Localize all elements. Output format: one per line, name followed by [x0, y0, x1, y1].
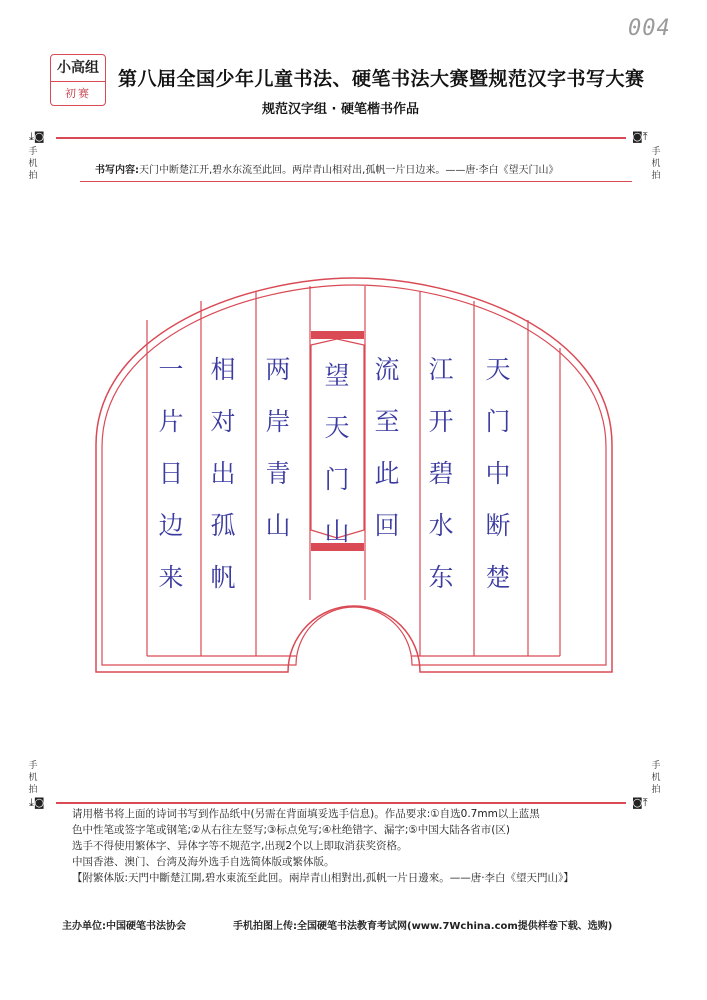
- poem-character: 来: [158, 563, 184, 592]
- poem-character: 山: [324, 517, 350, 546]
- side-label-top-left: 手机拍: [28, 147, 38, 181]
- camera-icon: ◙: [33, 130, 45, 143]
- footer-organizer: [62, 917, 186, 932]
- poem-column-2: [421, 344, 461, 604]
- poem-column-1: [478, 344, 518, 604]
- poem-title-column: [317, 350, 357, 558]
- camera-icon: ◙: [33, 796, 45, 809]
- upload-label: 手机拍图上传:: [233, 921, 297, 932]
- requirements-block: [72, 806, 642, 886]
- poem-character: 门: [485, 407, 511, 436]
- poem-character: 断: [485, 511, 511, 540]
- poem-character: 望: [324, 361, 350, 390]
- poem-character: 碧: [428, 459, 454, 488]
- bottom-left-icons: [29, 796, 45, 810]
- organizer-label: 主办单位:: [62, 921, 106, 932]
- poem-character: 日: [158, 459, 184, 488]
- requirements-line: 中国香港、澳门、台湾及海外选手自选简体版或繁体版。: [72, 856, 335, 868]
- poem-column-3: [367, 344, 407, 552]
- writing-content-text: 天门中断楚江开,碧水东流至此回。两岸青山相对出,孤帆一片日边来。——唐·李白《望天门山》: [139, 165, 559, 176]
- poem-column-6: [151, 344, 191, 604]
- poem-character: 中: [485, 459, 511, 488]
- poem-character: 天: [485, 355, 511, 384]
- organizer-name: 中国硬笔书法协会: [106, 921, 186, 932]
- side-label-bottom-left: 手机拍: [28, 761, 38, 795]
- poem-character: 出: [210, 459, 236, 488]
- poem-character: 江: [428, 355, 454, 384]
- camera-icon: ◙: [632, 130, 643, 143]
- bottom-divider: [56, 802, 626, 804]
- poem-character: 门: [324, 465, 350, 494]
- download-arrow-icon: ⤓: [29, 796, 34, 809]
- upload-text: 全国硬笔书法教育考试网(www.7Wchina.com提供样卷下载、选购): [297, 921, 613, 932]
- poem-character: 两: [265, 355, 291, 384]
- page-title: 第八届全国少年儿童书法、硬笔书法大赛暨规范汉字书写大赛: [118, 68, 645, 90]
- badge-stage: 初赛: [65, 87, 91, 100]
- corner-number: 004: [628, 16, 671, 41]
- poem-character: 至: [374, 407, 400, 436]
- camera-icon: ◙: [632, 796, 643, 809]
- poem-character: 帆: [210, 563, 236, 592]
- requirements-line: 选手不得使用繁体字、异体字等不规范字,出现2个以上即取消获奖资格。: [72, 840, 408, 852]
- download-arrow-icon: ⤓: [29, 130, 34, 143]
- poem-character: 岸: [265, 407, 291, 436]
- title-band-top: [311, 331, 364, 339]
- requirements-line: 【附繁体版:天門中斷楚江開,碧水東流至此回。兩岸青山相對出,孤帆一片日邊來。——唐·李白《望天門山》】: [72, 872, 574, 884]
- upload-arrow-icon: ⤒: [642, 130, 648, 143]
- writing-content-label: 书写内容:: [95, 165, 139, 176]
- poem-character: 相: [210, 355, 236, 384]
- poem-character: 边: [158, 511, 184, 540]
- poem-character: 孤: [210, 511, 236, 540]
- poem-character: 一: [158, 355, 184, 384]
- upload-arrow-icon: ⤒: [642, 796, 648, 809]
- side-label-bottom-right: 手机拍: [651, 761, 661, 795]
- side-label-top-right: 手机拍: [651, 147, 661, 181]
- poem-character: 天: [324, 413, 350, 442]
- page-subtitle: 规范汉字组 · 硬笔楷书作品: [262, 102, 419, 117]
- poem-character: 片: [158, 407, 184, 436]
- poem-column-4: [258, 344, 298, 552]
- poem-character: 开: [428, 407, 454, 436]
- poem-character: 回: [374, 511, 400, 540]
- poem-character: 东: [428, 563, 454, 592]
- poem-character: 水: [428, 511, 454, 540]
- badge-group: 小高组: [51, 55, 105, 82]
- requirements-line: 请用楷书将上面的诗词书写到作品纸中(另需在背面填妥选手信息)。作品要求:①自选0.7mm以上蓝黑: [72, 808, 540, 820]
- poem-character: 楚: [485, 563, 511, 592]
- requirements-line: 色中性笔或签字笔或钢笔;②从右往左竖写;③标点免写;④杜绝错字、漏字;⑤中国大陆各省市(区): [72, 824, 510, 836]
- poem-character: 山: [265, 511, 291, 540]
- poem-character: 青: [265, 459, 291, 488]
- poem-character: 此: [374, 459, 400, 488]
- footer-upload: [233, 917, 612, 932]
- poem-character: 流: [374, 355, 400, 384]
- poem-column-5: [203, 344, 243, 604]
- poem-character: 对: [210, 407, 236, 436]
